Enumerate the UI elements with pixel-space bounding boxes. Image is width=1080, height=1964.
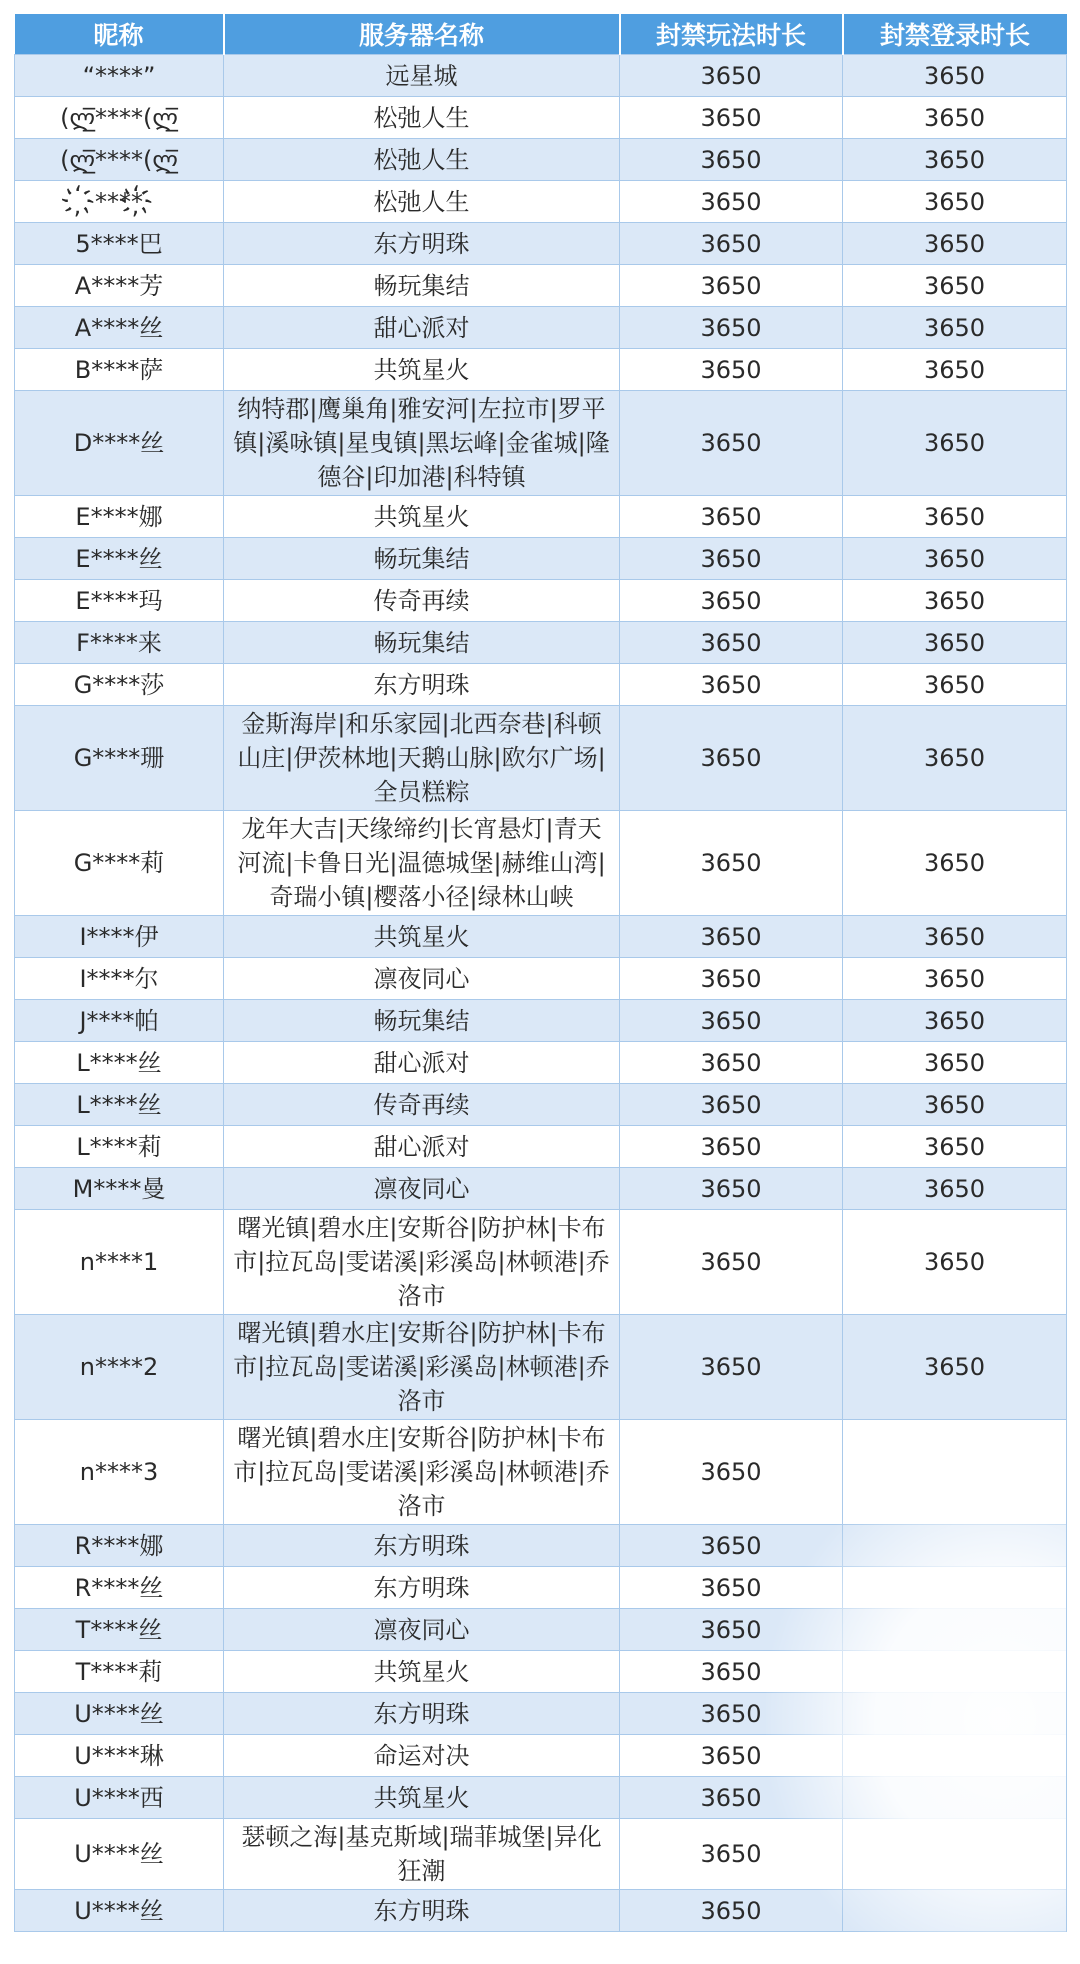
- cell-nickname: A****芳: [15, 265, 224, 307]
- ban-table: [14, 14, 1067, 1932]
- cell-server-name: 畅玩集结: [224, 622, 620, 664]
- table-row: [15, 1890, 1067, 1932]
- cell-server-name: 瑟顿之海|基克斯域|瑞菲城堡|异化狂潮: [224, 1819, 620, 1890]
- cell-login-ban-duration: 3650: [843, 811, 1067, 916]
- cell-play-ban-duration: 3650: [620, 916, 843, 958]
- cell-play-ban-duration: 3650: [620, 307, 843, 349]
- table-row: [15, 97, 1067, 139]
- table-row: [15, 349, 1067, 391]
- cell-login-ban-duration: 3650: [843, 1084, 1067, 1126]
- cell-play-ban-duration: 3650: [620, 1693, 843, 1735]
- header-play-ban-duration: 封禁玩法时长: [620, 14, 843, 55]
- table-row: [15, 1168, 1067, 1210]
- cell-server-name: 传奇再续: [224, 580, 620, 622]
- cell-play-ban-duration: 3650: [620, 580, 843, 622]
- cell-login-ban-duration: 3650: [843, 97, 1067, 139]
- table-row: [15, 1315, 1067, 1420]
- table-row: [15, 538, 1067, 580]
- table-row: [15, 139, 1067, 181]
- cell-server-name: 畅玩集结: [224, 538, 620, 580]
- cell-server-name: 东方明珠: [224, 1567, 620, 1609]
- cell-login-ban-duration: [843, 1420, 1067, 1525]
- cell-server-name: 甜心派对: [224, 307, 620, 349]
- cell-server-name: 东方明珠: [224, 1890, 620, 1932]
- cell-server-name: 甜心派对: [224, 1126, 620, 1168]
- cell-play-ban-duration: 3650: [620, 664, 843, 706]
- cell-login-ban-duration: 3650: [843, 55, 1067, 97]
- cell-nickname: 5****巴: [15, 223, 224, 265]
- header-login-ban-duration: 封禁登录时长: [843, 14, 1067, 55]
- cell-play-ban-duration: 3650: [620, 1000, 843, 1042]
- cell-nickname: n****2: [15, 1315, 224, 1420]
- cell-nickname: R****丝: [15, 1567, 224, 1609]
- cell-play-ban-duration: 3650: [620, 1126, 843, 1168]
- table-row: [15, 1819, 1067, 1890]
- table-row: [15, 1000, 1067, 1042]
- cell-nickname: (ლ̲̅****(ლ̲̅: [15, 97, 224, 139]
- table-row: [15, 307, 1067, 349]
- cell-server-name: 共筑星火: [224, 496, 620, 538]
- cell-nickname: E****丝: [15, 538, 224, 580]
- cell-login-ban-duration: 3650: [843, 349, 1067, 391]
- table-row: [15, 580, 1067, 622]
- cell-play-ban-duration: 3650: [620, 958, 843, 1000]
- table-row: [15, 958, 1067, 1000]
- cell-login-ban-duration: 3650: [843, 391, 1067, 496]
- cell-server-name: 共筑星火: [224, 916, 620, 958]
- cell-nickname: T****丝: [15, 1609, 224, 1651]
- table-row: [15, 706, 1067, 811]
- cell-nickname: U****丝: [15, 1819, 224, 1890]
- table-row: [15, 1525, 1067, 1567]
- cell-nickname: (ლ̲̅****(ლ̲̅: [15, 139, 224, 181]
- cell-server-name: 东方明珠: [224, 1693, 620, 1735]
- cell-nickname: U****琳: [15, 1735, 224, 1777]
- cell-nickname: “****”: [15, 55, 224, 97]
- table-row: [15, 1420, 1067, 1525]
- cell-play-ban-duration: 3650: [620, 1819, 843, 1890]
- cell-login-ban-duration: 3650: [843, 706, 1067, 811]
- cell-login-ban-duration: 3650: [843, 538, 1067, 580]
- cell-login-ban-duration: 3650: [843, 664, 1067, 706]
- cell-nickname: L****莉: [15, 1126, 224, 1168]
- header-nickname: 昵称: [15, 14, 224, 55]
- cell-nickname: M****曼: [15, 1168, 224, 1210]
- cell-login-ban-duration: 3650: [843, 1000, 1067, 1042]
- cell-login-ban-duration: [843, 1567, 1067, 1609]
- table-row: [15, 664, 1067, 706]
- cell-login-ban-duration: 3650: [843, 223, 1067, 265]
- cell-nickname: n****1: [15, 1210, 224, 1315]
- cell-play-ban-duration: 3650: [620, 349, 843, 391]
- cell-server-name: 东方明珠: [224, 664, 620, 706]
- cell-play-ban-duration: 3650: [620, 97, 843, 139]
- cell-nickname: E****娜: [15, 496, 224, 538]
- cell-nickname: T****莉: [15, 1651, 224, 1693]
- cell-play-ban-duration: 3650: [620, 1890, 843, 1932]
- cell-server-name: 凛夜同心: [224, 958, 620, 1000]
- cell-login-ban-duration: 3650: [843, 1168, 1067, 1210]
- cell-server-name: 曙光镇|碧水庄|安斯谷|防护林|卡布市|拉瓦岛|雯诺溪|彩溪岛|林顿港|乔洛市: [224, 1420, 620, 1525]
- table-row: [15, 181, 1067, 223]
- cell-play-ban-duration: 3650: [620, 265, 843, 307]
- cell-server-name: 龙年大吉|天缘缔约|长宵悬灯|青天河流|卡鲁日光|温德城堡|赫维山湾|奇瑞小镇|樱落小径|绿林山峡: [224, 811, 620, 916]
- cell-play-ban-duration: 3650: [620, 1651, 843, 1693]
- cell-play-ban-duration: 3650: [620, 1609, 843, 1651]
- cell-nickname: G****莉: [15, 811, 224, 916]
- cell-play-ban-duration: 3650: [620, 1168, 843, 1210]
- table-row: [15, 1693, 1067, 1735]
- cell-login-ban-duration: 3650: [843, 496, 1067, 538]
- cell-login-ban-duration: 3650: [843, 916, 1067, 958]
- cell-nickname: R****娜: [15, 1525, 224, 1567]
- header-server-name: 服务器名称: [224, 14, 620, 55]
- cell-play-ban-duration: 3650: [620, 1210, 843, 1315]
- table-row: [15, 1777, 1067, 1819]
- cell-server-name: 东方明珠: [224, 223, 620, 265]
- table-row: [15, 1084, 1067, 1126]
- table-row: [15, 265, 1067, 307]
- cell-nickname: D****丝: [15, 391, 224, 496]
- table-row: [15, 55, 1067, 97]
- cell-login-ban-duration: [843, 1735, 1067, 1777]
- table-body: [15, 55, 1067, 1932]
- cell-nickname: I****尔: [15, 958, 224, 1000]
- cell-server-name: 远星城: [224, 55, 620, 97]
- header-row: [15, 14, 1067, 55]
- cell-play-ban-duration: 3650: [620, 1735, 843, 1777]
- table-row: [15, 1735, 1067, 1777]
- cell-login-ban-duration: 3650: [843, 1210, 1067, 1315]
- cell-play-ban-duration: 3650: [620, 55, 843, 97]
- cell-login-ban-duration: [843, 1693, 1067, 1735]
- cell-nickname: G****珊: [15, 706, 224, 811]
- cell-login-ban-duration: [843, 1525, 1067, 1567]
- cell-play-ban-duration: 3650: [620, 391, 843, 496]
- cell-login-ban-duration: 3650: [843, 1315, 1067, 1420]
- cell-play-ban-duration: 3650: [620, 1777, 843, 1819]
- cell-server-name: 畅玩集结: [224, 1000, 620, 1042]
- cell-nickname: U****西: [15, 1777, 224, 1819]
- cell-login-ban-duration: [843, 1890, 1067, 1932]
- cell-server-name: 松弛人生: [224, 181, 620, 223]
- ban-list: [14, 14, 1066, 1932]
- cell-nickname: A****丝: [15, 307, 224, 349]
- table-row: [15, 1210, 1067, 1315]
- cell-login-ban-duration: 3650: [843, 1126, 1067, 1168]
- cell-play-ban-duration: 3650: [620, 496, 843, 538]
- cell-play-ban-duration: 3650: [620, 1525, 843, 1567]
- cell-server-name: 传奇再续: [224, 1084, 620, 1126]
- cell-play-ban-duration: 3650: [620, 1084, 843, 1126]
- cell-server-name: 松弛人生: [224, 97, 620, 139]
- cell-play-ban-duration: 3650: [620, 1315, 843, 1420]
- cell-nickname: U****丝: [15, 1693, 224, 1735]
- cell-nickname: B****萨: [15, 349, 224, 391]
- cell-server-name: 共筑星火: [224, 1651, 620, 1693]
- cell-login-ban-duration: [843, 1651, 1067, 1693]
- cell-login-ban-duration: 3650: [843, 265, 1067, 307]
- cell-login-ban-duration: [843, 1609, 1067, 1651]
- cell-login-ban-duration: 3650: [843, 622, 1067, 664]
- cell-server-name: 曙光镇|碧水庄|安斯谷|防护林|卡布市|拉瓦岛|雯诺溪|彩溪岛|林顿港|乔洛市: [224, 1210, 620, 1315]
- cell-play-ban-duration: 3650: [620, 1567, 843, 1609]
- table-row: [15, 391, 1067, 496]
- cell-play-ban-duration: 3650: [620, 811, 843, 916]
- cell-play-ban-duration: 3650: [620, 538, 843, 580]
- cell-play-ban-duration: 3650: [620, 223, 843, 265]
- table-row: [15, 916, 1067, 958]
- cell-nickname: U****丝: [15, 1890, 224, 1932]
- cell-login-ban-duration: 3650: [843, 139, 1067, 181]
- table-row: [15, 1042, 1067, 1084]
- cell-nickname: L****丝: [15, 1042, 224, 1084]
- cell-login-ban-duration: 3650: [843, 580, 1067, 622]
- cell-server-name: 命运对决: [224, 1735, 620, 1777]
- cell-login-ban-duration: 3650: [843, 307, 1067, 349]
- table-row: [15, 622, 1067, 664]
- cell-login-ban-duration: [843, 1777, 1067, 1819]
- table-row: [15, 1126, 1067, 1168]
- cell-nickname: ҉****҉: [15, 181, 224, 223]
- cell-play-ban-duration: 3650: [620, 622, 843, 664]
- cell-server-name: 东方明珠: [224, 1525, 620, 1567]
- cell-nickname: E****玛: [15, 580, 224, 622]
- cell-server-name: 曙光镇|碧水庄|安斯谷|防护林|卡布市|拉瓦岛|雯诺溪|彩溪岛|林顿港|乔洛市: [224, 1315, 620, 1420]
- cell-server-name: 共筑星火: [224, 349, 620, 391]
- cell-nickname: n****3: [15, 1420, 224, 1525]
- table-row: [15, 1651, 1067, 1693]
- cell-nickname: F****来: [15, 622, 224, 664]
- table-header: [15, 14, 1067, 55]
- cell-play-ban-duration: 3650: [620, 706, 843, 811]
- table-row: [15, 811, 1067, 916]
- table-row: [15, 1609, 1067, 1651]
- table-row: [15, 223, 1067, 265]
- cell-login-ban-duration: [843, 1819, 1067, 1890]
- cell-nickname: J****帕: [15, 1000, 224, 1042]
- cell-login-ban-duration: 3650: [843, 181, 1067, 223]
- cell-play-ban-duration: 3650: [620, 181, 843, 223]
- cell-server-name: 松弛人生: [224, 139, 620, 181]
- cell-play-ban-duration: 3650: [620, 1420, 843, 1525]
- cell-server-name: 畅玩集结: [224, 265, 620, 307]
- cell-server-name: 共筑星火: [224, 1777, 620, 1819]
- cell-login-ban-duration: 3650: [843, 958, 1067, 1000]
- cell-nickname: G****莎: [15, 664, 224, 706]
- cell-play-ban-duration: 3650: [620, 1042, 843, 1084]
- cell-server-name: 纳特郡|鹰巢角|雅安河|左拉市|罗平镇|溪咏镇|星曳镇|黑坛峰|金雀城|隆德谷|印加港|科特镇: [224, 391, 620, 496]
- cell-server-name: 金斯海岸|和乐家园|北西奈巷|科顿山庄|伊茨林地|天鹅山脉|欧尔广场|全员糕粽: [224, 706, 620, 811]
- cell-server-name: 凛夜同心: [224, 1609, 620, 1651]
- cell-nickname: I****伊: [15, 916, 224, 958]
- table-row: [15, 496, 1067, 538]
- cell-server-name: 甜心派对: [224, 1042, 620, 1084]
- cell-nickname: L****丝: [15, 1084, 224, 1126]
- cell-server-name: 凛夜同心: [224, 1168, 620, 1210]
- cell-play-ban-duration: 3650: [620, 139, 843, 181]
- table-row: [15, 1567, 1067, 1609]
- cell-login-ban-duration: 3650: [843, 1042, 1067, 1084]
